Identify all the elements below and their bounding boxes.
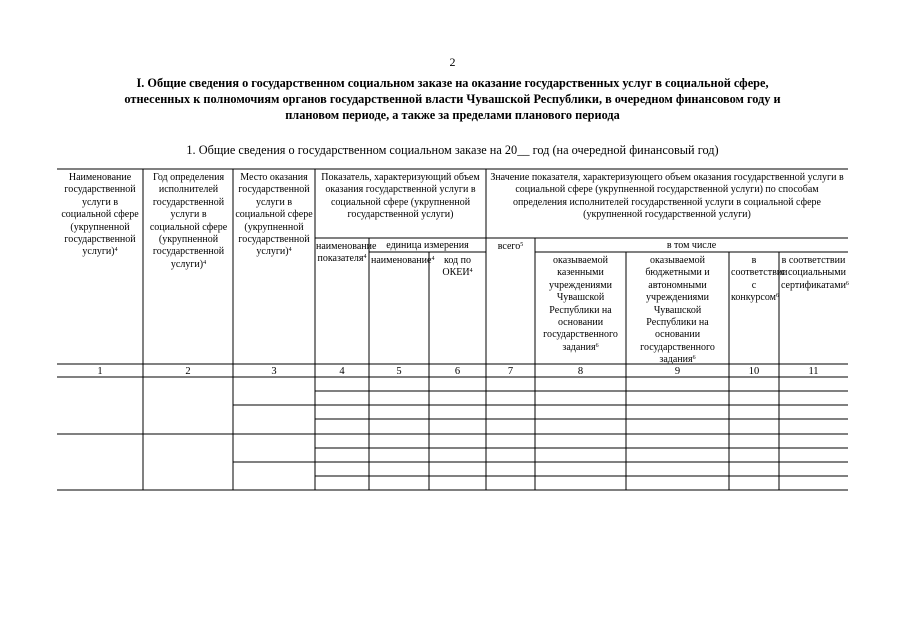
header-service-place: Место оказания государственной услуги в социальной сфере (укрупненной государственной услуги)$^4$	[235, 172, 313, 258]
column-number-5: 5	[396, 366, 402, 377]
header-provider-year: Год определения исполнителей государственной услуги в социальной сфере (укрупненной государственной услуги)$^4$	[149, 172, 228, 270]
header-certificates: в соответствии с социальными сертификатами$^6$	[781, 255, 849, 291]
header-unit-group: единица измерения	[386, 240, 469, 251]
column-number-11: 11	[808, 366, 819, 377]
header-total: всего$^5$	[497, 241, 524, 252]
column-number-6: 6	[454, 366, 461, 377]
column-number-4: 4	[339, 366, 345, 377]
header-indicator-name: наименование показателя$^4$	[316, 241, 377, 265]
column-number-3: 3	[271, 366, 277, 377]
header-state-institutions: оказываемой казенными учреждениями Чувашской Республики на основании государственного задания$^6$	[543, 255, 618, 353]
header-service-name: Наименование государственной услуги в социальной сфере (укрупненной государственной услуги)$^4$	[61, 172, 139, 258]
column-number-8: 8	[577, 366, 584, 377]
column-number-7: 7	[507, 366, 514, 377]
column-number-2: 2	[185, 366, 191, 377]
header-including: в том числе	[666, 240, 717, 251]
header-budget-institutions: оказываемой бюджетными и автономными учреждениями Чувашской Республики на основании государственного задания$^6$	[640, 255, 715, 366]
column-number-1: 1	[97, 366, 103, 377]
section-title: I. Общие сведения о государственном социальном заказе на оказание государственных услуг в социальной сфере, отнесенных к полномочиям органов государственной власти Чувашской Республики, в очередном финансовом году и плановом периоде, а также за пределами планового периода	[124, 76, 781, 122]
header-value-group: Значение показателя, характеризующего объем оказания государственной услуги в социальной сфере (укрупненной государственной услуги) по способам определения исполнителей государственной услуги в социальной сфере (укрупненной государственной услуги)	[490, 172, 844, 221]
header-indicator-group: Показатель, характеризующий объем оказания государственной услуги в социальной сфере (укрупненной государственной услуги)	[321, 172, 480, 221]
column-number-9: 9	[674, 366, 681, 377]
header-okei-code: код по ОКЕИ$^4$	[442, 255, 473, 279]
subsection-title: 1. Общие сведения о государственном социальном заказе на 20__ год (на очередной финансовый год)	[186, 143, 719, 157]
header-unit-name: наименование$^4$	[371, 255, 435, 266]
column-number-10: 10	[748, 366, 760, 377]
header-competition: в соответствии с конкурсом$^6$	[731, 255, 788, 304]
page-number: 2	[449, 55, 456, 69]
